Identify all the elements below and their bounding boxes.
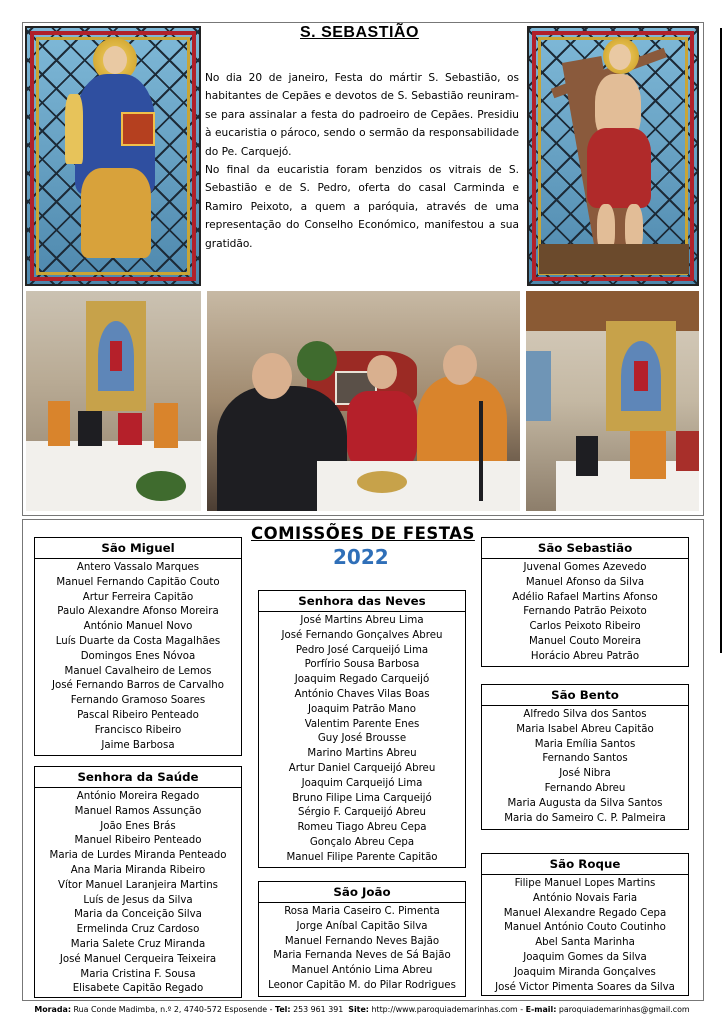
commission-sao-bento bbox=[481, 684, 689, 830]
member-list bbox=[482, 559, 688, 665]
member-name: Joaquim Carqueijó Lima bbox=[301, 777, 423, 789]
commission-header: São João bbox=[259, 882, 465, 903]
member-name: Ana Maria Miranda Ribeiro bbox=[70, 864, 206, 876]
member-name: Jorge Aníbal Capitão Silva bbox=[296, 920, 428, 932]
member-name: Manuel Couto Moreira bbox=[528, 635, 642, 647]
footer-address: Rua Conde Madimba, n.º 2, 4740-572 Esposende - bbox=[73, 1005, 273, 1014]
member-name: Domingos Enes Nóvoa bbox=[80, 650, 196, 662]
article-body bbox=[205, 69, 519, 253]
member-name: Luís Duarte da Costa Magalhães bbox=[55, 635, 221, 647]
member-name: Fernando Patrão Peixoto bbox=[523, 606, 647, 618]
member-name: Maria de Lurdes Miranda Penteado bbox=[49, 850, 227, 862]
stained-glass-sao-pedro bbox=[25, 26, 201, 286]
footer-site-link[interactable]: http://www.paroquiademarinhas.com - bbox=[371, 1005, 524, 1014]
commission-sao-joao bbox=[258, 881, 466, 997]
member-name: José Nibra bbox=[559, 768, 611, 780]
commission-header: São Sebastião bbox=[482, 538, 688, 559]
footer-morada-label: Morada: bbox=[34, 1005, 71, 1014]
member-name: Luís de Jesus da Silva bbox=[83, 894, 193, 906]
member-name: Manuel Ramos Assunção bbox=[74, 805, 202, 817]
member-name: Carlos Peixoto Ribeiro bbox=[529, 621, 641, 633]
member-name: Joaquim Patrão Mano bbox=[308, 703, 416, 715]
member-name: Maria Cristina F. Sousa bbox=[80, 968, 196, 980]
member-name: Leonor Capitão M. do Pilar Rodrigues bbox=[268, 979, 456, 991]
member-name: Maria do Sameiro C. P. Palmeira bbox=[504, 812, 666, 824]
member-name: Elisabete Capitão Regado bbox=[72, 983, 204, 995]
member-name: José Manuel Cerqueira Teixeira bbox=[59, 953, 217, 965]
member-name: Pedro José Carqueijó Lima bbox=[295, 644, 429, 656]
member-name: João Enes Brás bbox=[100, 820, 176, 832]
member-name: Joaquim Gomes da Silva bbox=[523, 951, 647, 963]
member-name: Artur Daniel Carqueijó Abreu bbox=[288, 762, 436, 774]
member-name: Adélio Rafael Martins Afonso bbox=[512, 591, 658, 603]
commission-header: São Roque bbox=[482, 854, 688, 875]
member-name: Juvenal Gomes Azevedo bbox=[523, 562, 647, 573]
member-name: Abel Santa Marinha bbox=[535, 937, 635, 949]
member-list bbox=[259, 612, 465, 866]
member-name: Filipe Manuel Lopes Martins bbox=[514, 878, 656, 889]
member-name: Antero Vassalo Marques bbox=[76, 562, 200, 573]
member-name: Fernando Abreu bbox=[544, 782, 626, 794]
member-name: Fernando Santos bbox=[542, 753, 628, 765]
member-name: José Victor Pimenta Soares da Silva bbox=[495, 981, 675, 993]
member-name: Fernando Gramoso Soares bbox=[70, 695, 206, 707]
commission-header: Senhora da Saúde bbox=[35, 767, 241, 788]
member-name: Manuel António Couto Coutinho bbox=[504, 922, 666, 934]
photo-altar-celebration bbox=[26, 291, 201, 511]
member-name: Joaquim Regado Carqueijó bbox=[294, 674, 430, 686]
member-name: Maria Fernanda Neves de Sá Bajão bbox=[273, 950, 451, 962]
member-name: Artur Ferreira Capitão bbox=[82, 591, 194, 603]
member-list bbox=[482, 706, 688, 826]
member-name: António Chaves Vilas Boas bbox=[294, 688, 430, 700]
commission-senhora-neves bbox=[258, 590, 466, 868]
commission-header: São Miguel bbox=[35, 538, 241, 559]
page-edge-rule bbox=[720, 28, 722, 653]
article-paragraph-2: No final da eucaristia foram benzidos os vitrais de S. Sebastião e de S. Pedro, oferta do casal Carminda e Ramiro Peixoto, a quem a paróquia, através de uma representação do Conselho Económico, manifestou a sua gratidão. bbox=[205, 164, 519, 250]
member-name: José Fernando Gonçalves Abreu bbox=[281, 629, 443, 641]
member-name: Bruno Filipe Lima Carqueijó bbox=[292, 792, 432, 804]
member-name: António Manuel Novo bbox=[83, 621, 193, 633]
member-name: Jaime Barbosa bbox=[101, 739, 175, 751]
member-name: Alfredo Silva dos Santos bbox=[523, 709, 647, 720]
member-name: Horácio Abreu Patrão bbox=[530, 650, 640, 662]
member-name: Paulo Alexandre Afonso Moreira bbox=[57, 606, 219, 618]
member-list bbox=[35, 788, 241, 997]
member-name: Pascal Ribeiro Penteado bbox=[77, 709, 199, 721]
member-name: Manuel Fernando Capitão Couto bbox=[56, 576, 220, 588]
member-list bbox=[35, 559, 241, 753]
footer-site-label: Site: bbox=[348, 1005, 369, 1014]
member-name: Marino Martins Abreu bbox=[307, 748, 417, 760]
commission-header: São Bento bbox=[482, 685, 688, 706]
commission-header: Senhora das Neves bbox=[259, 591, 465, 612]
member-name: Sérgio F. Carqueijó Abreu bbox=[297, 807, 427, 819]
member-name: Joaquim Miranda Gonçalves bbox=[514, 966, 656, 978]
commission-senhora-saude bbox=[34, 766, 242, 998]
member-name: Vítor Manuel Laranjeira Martins bbox=[58, 879, 218, 891]
member-name: José Fernando Barros de Carvalho bbox=[51, 680, 225, 692]
member-name: Manuel Alexandre Regado Cepa bbox=[503, 907, 667, 919]
member-name: Maria Salete Cruz Miranda bbox=[70, 938, 206, 950]
member-name: Manuel Ribeiro Penteado bbox=[74, 835, 202, 847]
member-list bbox=[259, 903, 465, 994]
commissions-year: 2022 bbox=[333, 545, 389, 569]
member-name: Romeu Tiago Abreu Cepa bbox=[297, 822, 427, 834]
member-name: Manuel Afonso da Silva bbox=[525, 576, 645, 588]
commission-sao-sebastiao bbox=[481, 537, 689, 667]
commission-sao-roque bbox=[481, 853, 689, 996]
footer-email-label: E-mail: bbox=[525, 1005, 557, 1014]
member-name: António Novais Faria bbox=[532, 892, 638, 904]
photo-blessing-vitrais bbox=[207, 291, 520, 511]
member-name: Manuel Fernando Neves Bajão bbox=[284, 935, 440, 947]
article-paragraph-1: No dia 20 de janeiro, Festa do mártir S. Sebastião, os habitantes de Cepães e devotos de S. Sebastião reuniram-se para assinalar a festa do padroeiro de Cepães. Presidiu à eucaristia o pároco, sendo o sermão da responsabilidade do Pe. Carquejó. bbox=[205, 72, 519, 158]
member-name: Maria Augusta da Silva Santos bbox=[507, 797, 663, 809]
member-name: Gonçalo Abreu Cepa bbox=[309, 836, 415, 848]
photo-altar-view bbox=[526, 291, 699, 511]
member-name: Guy José Brousse bbox=[317, 733, 407, 745]
member-name: Francisco Ribeiro bbox=[94, 724, 182, 736]
member-name: Ermelinda Cruz Cardoso bbox=[76, 924, 200, 936]
commission-sao-miguel bbox=[34, 537, 242, 756]
member-list bbox=[482, 875, 688, 995]
footer-contacts bbox=[0, 1005, 724, 1014]
commissions-title: COMISSÕES DE FESTAS bbox=[251, 524, 475, 543]
member-name: José Martins Abreu Lima bbox=[300, 615, 424, 626]
footer-email-link[interactable]: paroquiademarinhas@gmail.com bbox=[558, 1005, 690, 1014]
member-name: Maria Isabel Abreu Capitão bbox=[516, 723, 654, 735]
member-name: Manuel António Lima Abreu bbox=[291, 965, 433, 977]
member-name: António Moreira Regado bbox=[76, 791, 200, 802]
footer-phone: 253 961 391 bbox=[293, 1005, 344, 1014]
member-name: Valentim Parente Enes bbox=[304, 718, 420, 730]
member-name: Maria da Conceição Silva bbox=[74, 909, 202, 921]
footer-tel-label: Tel: bbox=[275, 1005, 291, 1014]
member-name: Porfírio Sousa Barbosa bbox=[304, 659, 420, 671]
article-title: S. SEBASTIÃO bbox=[300, 24, 419, 41]
member-name: Maria Emília Santos bbox=[534, 738, 636, 750]
member-name: Manuel Filipe Parente Capitão bbox=[286, 851, 438, 863]
member-name: Rosa Maria Caseiro C. Pimenta bbox=[284, 906, 440, 917]
member-name: Manuel Cavalheiro de Lemos bbox=[64, 665, 212, 677]
stained-glass-sao-sebastiao bbox=[527, 26, 699, 286]
